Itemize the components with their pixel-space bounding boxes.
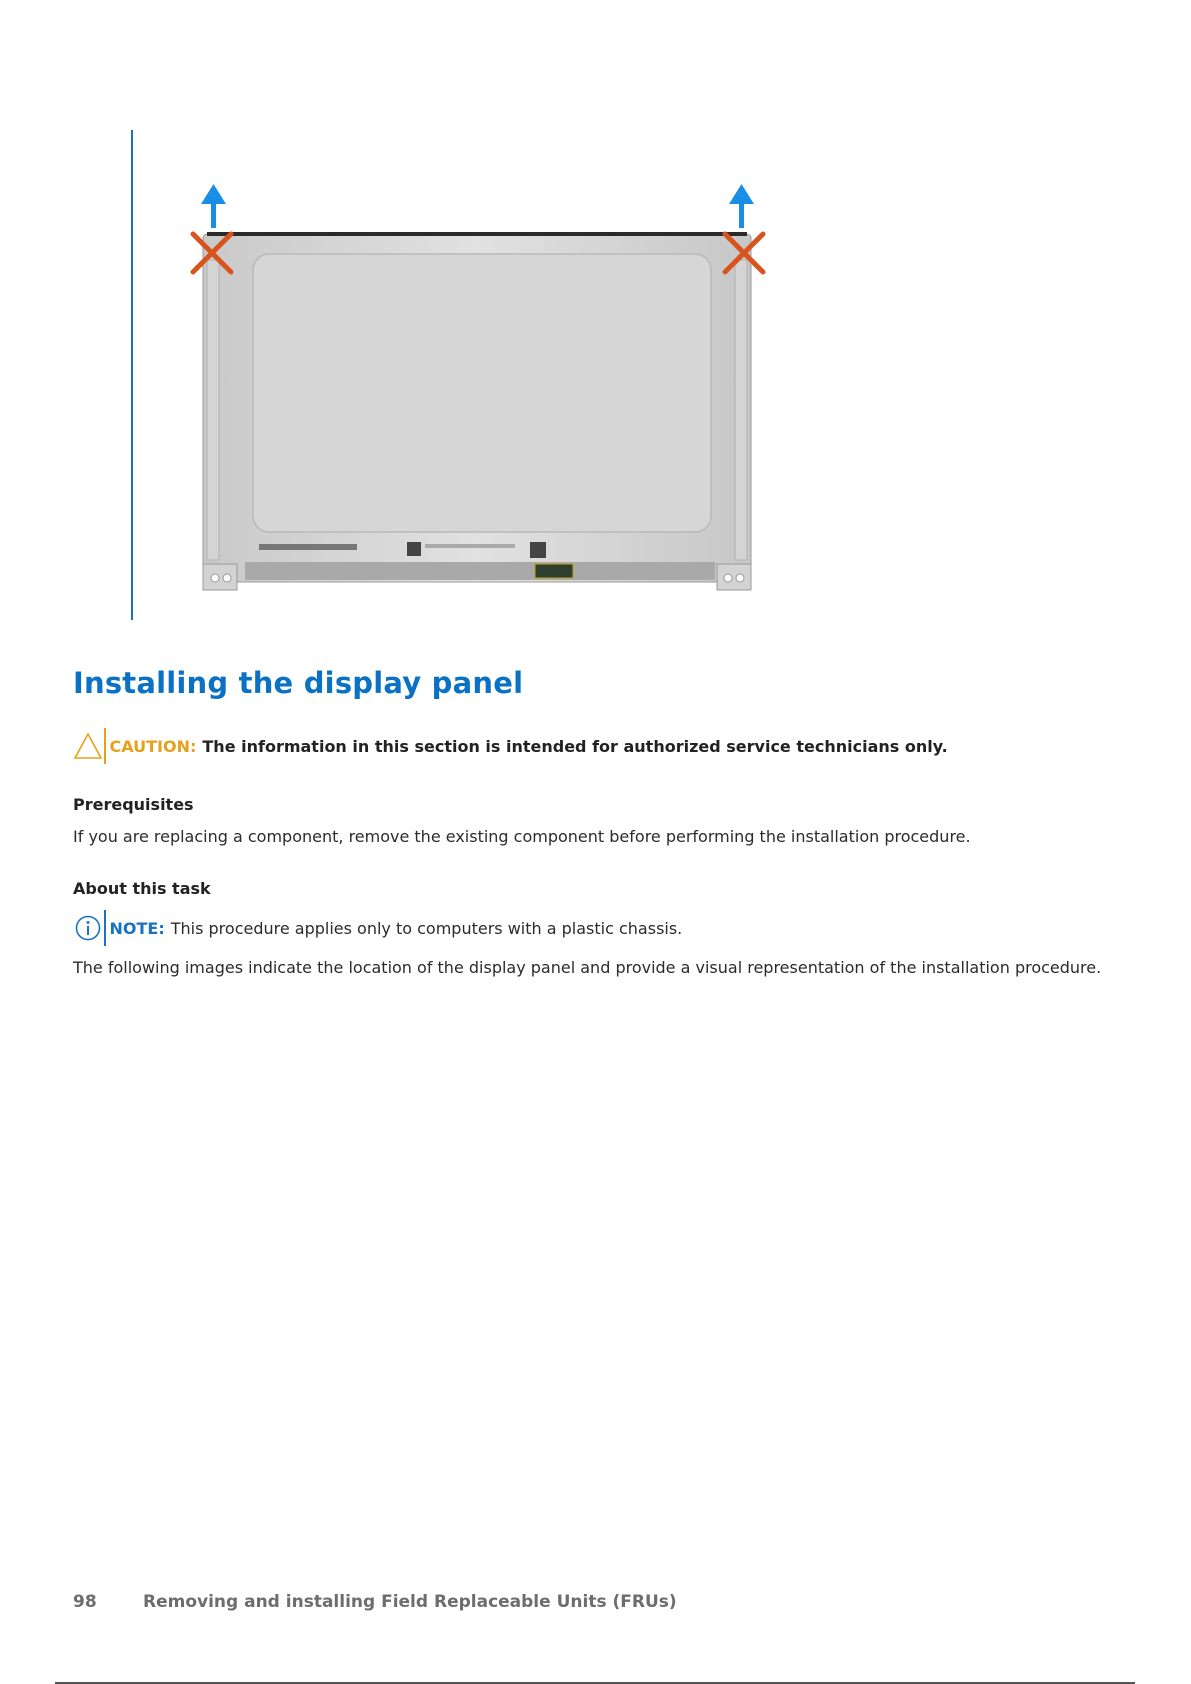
note-text: This procedure applies only to computers with a plastic chassis.: [170, 918, 683, 938]
note-label: NOTE:: [109, 918, 165, 938]
caution-notice: [73, 728, 948, 764]
note-notice: [73, 910, 682, 946]
prerequisites-text: If you are replacing a component, remove the existing component before performing the installation procedure.: [73, 827, 971, 846]
chapter-title: Removing and installing Field Replaceable Units (FRUs): [143, 1592, 677, 1612]
page-title: Installing the display panel: [73, 666, 524, 700]
caution-label: CAUTION:: [109, 736, 197, 756]
note-divider: [104, 910, 106, 946]
images-description: The following images indicate the location of the display panel and provide a visual representation of the installation procedure.: [73, 958, 1102, 977]
arrow-up-icon: [729, 184, 754, 228]
footer-rule: [55, 1682, 1135, 1684]
prerequisites-heading: Prerequisites: [73, 795, 194, 814]
caution-divider: [104, 728, 106, 764]
panel-connector: [535, 564, 573, 578]
warning-triangle-icon: [73, 731, 103, 761]
page-number: 98: [73, 1592, 97, 1612]
about-task-heading: About this task: [73, 879, 211, 898]
display-panel-figure: [185, 180, 815, 610]
panel-screen: [253, 254, 711, 532]
caution-text: The information in this section is intended for authorized service technicians only.: [202, 736, 948, 756]
figure-accent-bar: [131, 130, 133, 620]
arrow-up-icon: [201, 184, 226, 228]
info-icon: [73, 913, 103, 943]
